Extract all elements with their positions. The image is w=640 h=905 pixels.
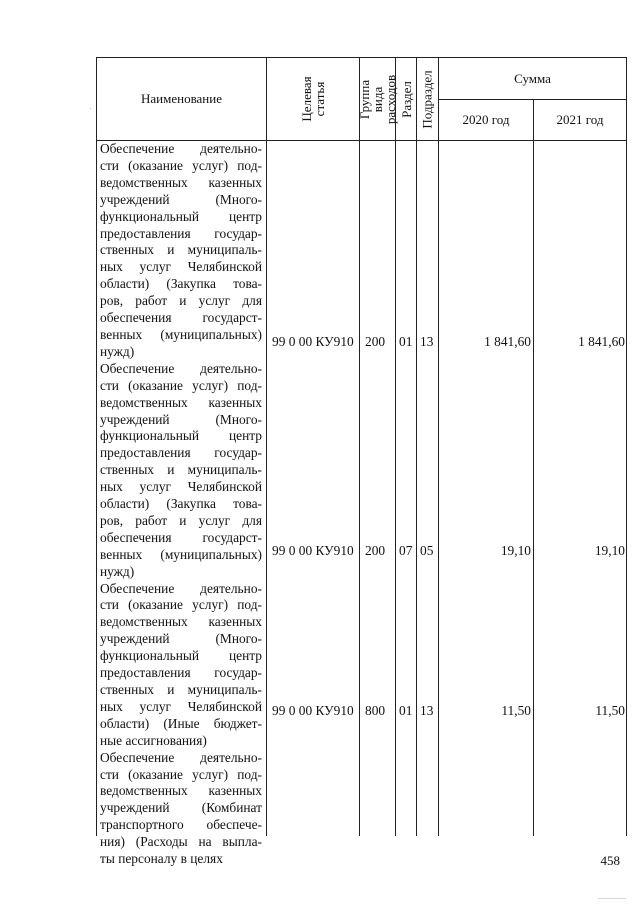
- name-line: учреждений (Много-: [100, 411, 262, 427]
- row-1-target: 99 0 00 КУ910: [272, 334, 354, 349]
- name-line: области) (Закупка това-: [100, 496, 262, 512]
- name-line: Обеспечение деятельно-: [100, 360, 262, 376]
- name-line: функциональный центр: [100, 208, 262, 224]
- row-3-subsection: 13: [420, 703, 434, 718]
- name-line: обеспечения государст-: [100, 310, 262, 326]
- column-divider: [533, 99, 534, 836]
- table-border-right: [626, 57, 627, 836]
- header-section: Раздел: [398, 80, 414, 118]
- name-line: функциональный центр: [100, 428, 262, 444]
- name-line: ния) (Расходы на выпла-: [100, 834, 262, 850]
- name-line: сти (оказание услуг) под-: [100, 766, 262, 782]
- column-divider: [438, 57, 439, 836]
- page-number: 458: [600, 853, 620, 868]
- name-line: предоставления государ-: [100, 445, 262, 461]
- name-line: венных (муниципальных): [100, 546, 262, 562]
- name-line: сти (оказание услуг) под-: [100, 597, 262, 613]
- name-column: [100, 141, 262, 868]
- name-line: учреждений (Много-: [100, 631, 262, 647]
- header-subsection: Подраздел: [420, 69, 436, 129]
- row-3-target: 99 0 00 КУ910: [272, 703, 354, 718]
- row-2-name: [100, 361, 262, 581]
- row-2-sum-2021: 19,10: [594, 543, 625, 558]
- header-name: Наименование: [141, 91, 222, 106]
- row-3-group: 800: [365, 703, 386, 718]
- row-3-name: [100, 581, 262, 750]
- header-target-article: Целевая статья: [299, 76, 327, 122]
- row-1-section: 01: [399, 334, 413, 349]
- name-line: ведомственных казенных: [100, 614, 262, 630]
- row-1-sum-2021: 1 841,60: [578, 334, 625, 349]
- header-year-2021: 2021 год: [556, 112, 604, 127]
- name-line: функциональный центр: [100, 648, 262, 664]
- scan-artifact: [90, 108, 91, 109]
- name-line: ных услуг Челябинской: [100, 698, 262, 714]
- name-line: ведомственных казенных: [100, 783, 262, 799]
- header-year-2020: 2020 год: [462, 112, 510, 127]
- row-2-section: 07: [399, 543, 413, 558]
- name-line: ных услуг Челябинской: [100, 259, 262, 275]
- name-line: предоставления государ-: [100, 225, 262, 241]
- row-1-name: [100, 141, 262, 361]
- name-line: ров, работ и услуг для: [100, 293, 262, 309]
- name-line: венных (муниципальных): [100, 326, 262, 342]
- name-line: области) (Закупка това-: [100, 276, 262, 292]
- name-line: ные ассигнования): [100, 732, 207, 748]
- name-line: предоставления государ-: [100, 665, 262, 681]
- name-line: области) (Иные бюджет-: [100, 715, 262, 731]
- scan-artifact: [598, 898, 626, 899]
- name-line: ственных и муниципаль-: [100, 462, 262, 478]
- name-line: нужд): [100, 343, 135, 359]
- name-line: Обеспечение деятельно-: [100, 749, 262, 765]
- name-line: транспортного обеспече-: [100, 817, 262, 833]
- row-2-group: 200: [365, 543, 386, 558]
- name-line: ных услуг Челябинской: [100, 479, 262, 495]
- name-line: нужд): [100, 563, 135, 579]
- table-border-left: [96, 57, 97, 836]
- name-line: ведомственных казенных: [100, 174, 262, 190]
- column-divider: [266, 57, 267, 836]
- row-1-sum-2020: 1 841,60: [484, 334, 531, 349]
- column-divider: [395, 57, 396, 836]
- name-line: ственных и муниципаль-: [100, 682, 262, 697]
- name-line: Обеспечение деятельно-: [100, 580, 262, 596]
- row-3-sum-2020: 11,50: [501, 703, 531, 718]
- name-line: учреждений (Много-: [100, 191, 262, 207]
- name-line: обеспечения государст-: [100, 529, 262, 545]
- row-2-sum-2020: 19,10: [500, 543, 531, 558]
- column-divider: [416, 57, 417, 836]
- name-line: Обеспечение деятельно-: [100, 141, 262, 156]
- row-3-section: 01: [399, 703, 413, 718]
- name-line: сти (оказание услуг) под-: [100, 377, 262, 393]
- row-2-subsection: 05: [420, 543, 434, 558]
- name-line: учреждений (Комбинат: [100, 800, 262, 816]
- name-line: ты персоналу в целях: [100, 851, 223, 867]
- name-line: ров, работ и услуг для: [100, 512, 262, 528]
- row-2-target: 99 0 00 КУ910: [272, 543, 354, 558]
- row-1-subsection: 13: [420, 334, 434, 349]
- name-line: сти (оказание услуг) под-: [100, 157, 262, 173]
- name-line: ведомственных казенных: [100, 394, 262, 410]
- header-sum: Сумма: [514, 70, 551, 86]
- row-4-name: [100, 750, 262, 868]
- row-1-group: 200: [365, 334, 386, 349]
- header-expense-group: Группа вида расходов: [357, 74, 398, 124]
- column-divider: [359, 57, 360, 836]
- name-line: ственных и муниципаль-: [100, 242, 262, 258]
- row-3-sum-2021: 11,50: [595, 703, 625, 718]
